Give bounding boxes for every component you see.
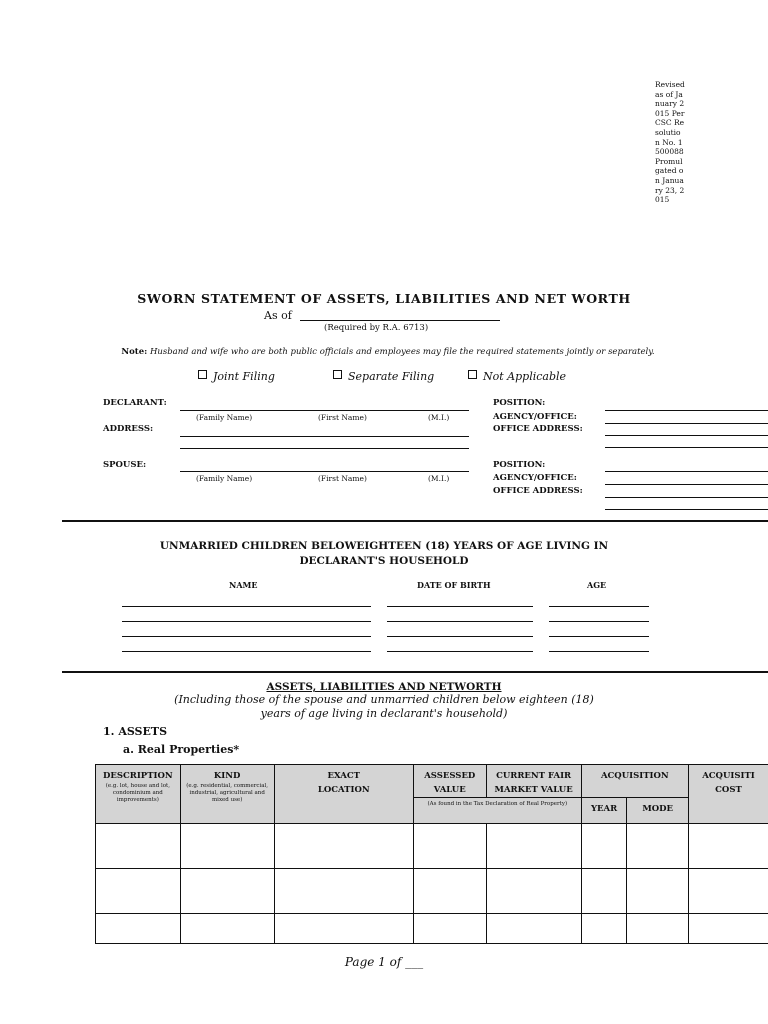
table-cell[interactable] xyxy=(581,869,627,914)
as-of-field[interactable] xyxy=(300,320,500,321)
child-age-field[interactable] xyxy=(549,606,649,607)
child-name-field[interactable] xyxy=(122,636,371,637)
current-fair-market-value-header: CURRENT FAIR MARKET VALUE xyxy=(486,765,581,798)
note-text: Husband and wife who are both public officials and employees may file the required statements jointly or separately. xyxy=(149,347,655,357)
declarant-position-label: POSITION: xyxy=(493,398,546,408)
table-cell[interactable] xyxy=(413,824,486,869)
spouse-family-name-caption: (Family Name) xyxy=(196,474,253,483)
assets-item: 1. ASSETS xyxy=(103,725,168,738)
table-cell[interactable] xyxy=(274,869,413,914)
declarant-label: DECLARANT: xyxy=(103,398,167,408)
table-cell[interactable] xyxy=(96,914,181,944)
checkbox-icon[interactable] xyxy=(333,370,342,379)
revision-note: Revised as of January 2015 Per CSC Resolution No. 1500088 Promulgated on January 23, 2015 xyxy=(655,80,685,205)
table-cell[interactable] xyxy=(274,824,413,869)
table-cell[interactable] xyxy=(688,914,768,944)
table-cell[interactable] xyxy=(627,824,689,869)
table-row xyxy=(96,824,768,869)
required-by: (Required by R.A. 6713) xyxy=(324,323,429,333)
section-divider xyxy=(62,520,768,522)
form-title: SWORN STATEMENT OF ASSETS, LIABILITIES AND NET WORTH xyxy=(137,291,631,306)
section-divider xyxy=(62,671,768,673)
table-cell[interactable] xyxy=(413,914,486,944)
year-header: YEAR xyxy=(581,798,627,824)
children-section-title: UNMARRIED CHILDREN BELOWEIGHTEEN (18) YEARS OF AGE LIVING IN DECLARANT'S HOUSEHOLD xyxy=(159,540,609,567)
table-cell[interactable] xyxy=(627,914,689,944)
spouse-name-field[interactable] xyxy=(180,471,469,472)
acquisition-cost-header: ACQUISITI COST xyxy=(688,765,768,824)
table-cell[interactable] xyxy=(486,914,581,944)
real-properties-item: a. Real Properties* xyxy=(123,743,240,756)
assets-section-heading: ASSETS, LIABILITIES AND NETWORTH (Including those of the spouse and unmarried children below eighteen (18) years of age living in declarant's household) xyxy=(174,681,594,720)
child-dob-field[interactable] xyxy=(387,621,533,622)
checkbox-icon[interactable] xyxy=(468,370,477,379)
as-of-label: As of xyxy=(264,309,292,322)
child-name-field[interactable] xyxy=(122,621,371,622)
tax-declaration-note: (As found in the Tax Declaration of Real Property) xyxy=(413,798,581,824)
declarant-family-name-caption: (Family Name) xyxy=(196,413,253,422)
children-age-header: AGE xyxy=(587,580,607,590)
declarant-agency-field[interactable] xyxy=(605,423,768,424)
declarant-position-field[interactable] xyxy=(605,410,768,411)
child-age-field[interactable] xyxy=(549,636,649,637)
note: Note: Husband and wife who are both public officials and employees may file the required statements jointly or separately. xyxy=(121,347,655,357)
table-cell[interactable] xyxy=(581,824,627,869)
table-row xyxy=(96,869,768,914)
table-cell[interactable] xyxy=(180,824,274,869)
table-cell[interactable] xyxy=(688,869,768,914)
spouse-label: SPOUSE: xyxy=(103,460,147,470)
table-cell[interactable] xyxy=(486,869,581,914)
table-cell[interactable] xyxy=(581,914,627,944)
address-label: ADDRESS: xyxy=(103,424,154,434)
table-cell[interactable] xyxy=(688,824,768,869)
spouse-office-address-field-1[interactable] xyxy=(605,497,768,498)
mode-header: MODE xyxy=(627,798,689,824)
kind-header: KIND (e.g. residential, commercial, industrial, agricultural and mixed use) xyxy=(180,765,274,824)
spouse-position-field[interactable] xyxy=(605,471,768,472)
address-field-1[interactable] xyxy=(180,436,469,437)
table-cell[interactable] xyxy=(180,869,274,914)
table-cell[interactable] xyxy=(627,869,689,914)
assessed-value-header: ASSESSED VALUE xyxy=(413,765,486,798)
spouse-position-label: POSITION: xyxy=(493,460,546,470)
declarant-office-address-label: OFFICE ADDRESS: xyxy=(493,424,583,434)
child-name-field[interactable] xyxy=(122,651,371,652)
note-label: Note xyxy=(121,347,145,357)
children-name-header: NAME xyxy=(229,580,258,590)
table-cell[interactable] xyxy=(486,824,581,869)
spouse-mi-caption: (M.I.) xyxy=(428,474,450,483)
checkbox-icon[interactable] xyxy=(198,370,207,379)
child-name-field[interactable] xyxy=(122,606,371,607)
address-field-2[interactable] xyxy=(180,448,469,449)
joint-filing-option[interactable]: Joint Filing xyxy=(198,370,275,383)
child-dob-field[interactable] xyxy=(387,636,533,637)
declarant-agency-label: AGENCY/OFFICE: xyxy=(493,412,577,422)
table-cell[interactable] xyxy=(274,914,413,944)
spouse-first-name-caption: (First Name) xyxy=(318,474,367,483)
table-cell[interactable] xyxy=(96,869,181,914)
child-dob-field[interactable] xyxy=(387,651,533,652)
children-dob-header: DATE OF BIRTH xyxy=(417,580,491,590)
exact-location-header: EXACT LOCATION xyxy=(274,765,413,824)
declarant-first-name-caption: (First Name) xyxy=(318,413,367,422)
table-cell[interactable] xyxy=(413,869,486,914)
child-dob-field[interactable] xyxy=(387,606,533,607)
separate-filing-option[interactable]: Separate Filing xyxy=(333,370,434,383)
description-header: DESCRIPTION (e.g. lot, house and lot, condominium and improvements) xyxy=(96,765,181,824)
child-age-field[interactable] xyxy=(549,621,649,622)
page-number: Page 1 of ___ xyxy=(344,955,424,969)
table-cell[interactable] xyxy=(96,824,181,869)
declarant-name-field[interactable] xyxy=(180,410,469,411)
declarant-office-address-field-1[interactable] xyxy=(605,435,768,436)
declarant-office-address-field-2[interactable] xyxy=(605,447,768,448)
real-properties-table xyxy=(95,764,768,944)
child-age-field[interactable] xyxy=(549,651,649,652)
table-row xyxy=(96,914,768,944)
declarant-mi-caption: (M.I.) xyxy=(428,413,450,422)
spouse-agency-label: AGENCY/OFFICE: xyxy=(493,473,577,483)
spouse-office-address-field-2[interactable] xyxy=(605,509,768,510)
table-cell[interactable] xyxy=(180,914,274,944)
not-applicable-option[interactable]: Not Applicable xyxy=(468,370,566,383)
acquisition-header: ACQUISITION xyxy=(581,765,688,798)
spouse-agency-field[interactable] xyxy=(605,484,768,485)
spouse-office-address-label: OFFICE ADDRESS: xyxy=(493,486,583,496)
